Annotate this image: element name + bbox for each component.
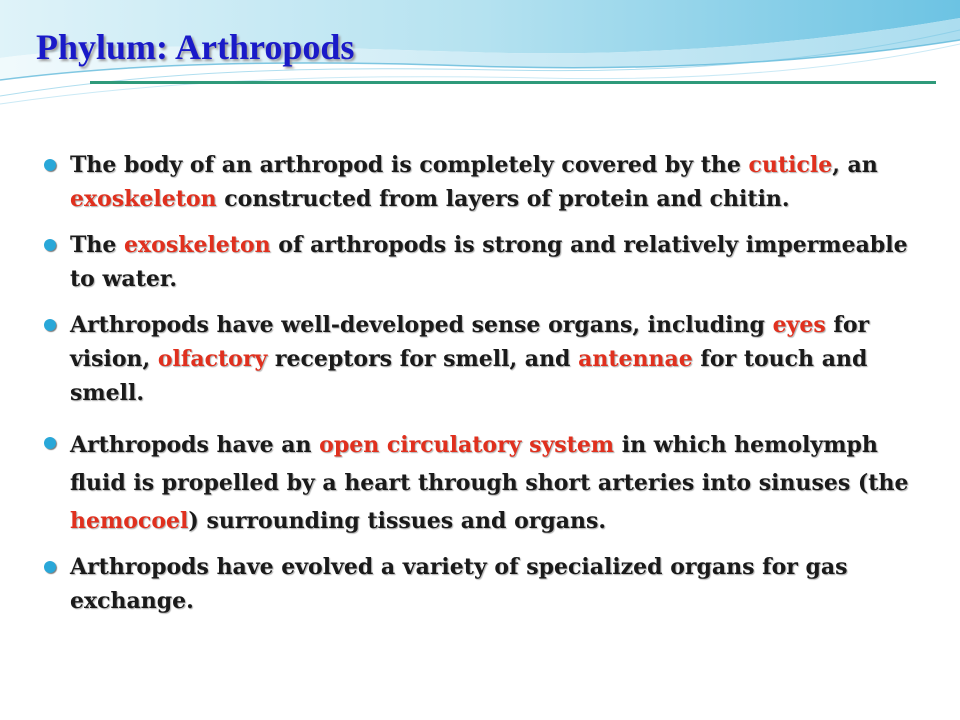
bullet-text: in which hemolymph fluid is propelled by a heart through short arteries into sinuses (the xyxy=(70,432,909,496)
bullet-dot-icon xyxy=(44,437,56,449)
bullet-dot-icon xyxy=(44,319,56,331)
highlighted-term: eyes xyxy=(772,312,826,338)
bullet-list xyxy=(44,148,924,618)
bullet-item xyxy=(44,550,924,618)
bullet-text: of arthropods is strong and relatively impermeable to water. xyxy=(70,232,908,292)
highlighted-term: cuticle xyxy=(748,152,833,178)
highlighted-term: hemocoel xyxy=(70,508,189,534)
bullet-text: Arthropods have well-developed sense organs, including xyxy=(70,312,773,338)
bullet-text: Arthropods have an xyxy=(70,432,320,458)
highlighted-term: exoskeleton xyxy=(70,186,217,212)
bullet-text: The body of an arthropod is completely covered by the xyxy=(70,152,749,178)
bullet-text: for vision, xyxy=(70,312,870,372)
title-underline xyxy=(90,81,936,84)
bullet-text: , an xyxy=(832,152,878,178)
bullet-dot-icon xyxy=(44,239,56,251)
bullet-dot-icon xyxy=(44,561,56,573)
bullet-text: for touch and smell. xyxy=(70,346,868,406)
highlighted-term: antennae xyxy=(578,346,693,372)
bullet-text: constructed from layers of protein and chitin. xyxy=(216,186,790,212)
bullet-text: receptors for smell, and xyxy=(267,346,579,372)
bullet-text: The xyxy=(70,232,125,258)
bullet-item xyxy=(44,228,924,296)
highlighted-term: open circulatory system xyxy=(319,432,615,458)
highlighted-term: olfactory xyxy=(157,346,268,372)
slide-title: Phylum: Arthropods xyxy=(36,27,355,67)
bullet-text: Arthropods have evolved a variety of specialized organs for gas exchange. xyxy=(70,554,848,614)
bullet-item xyxy=(44,308,924,410)
bullet-text: ) surrounding tissues and organs. xyxy=(188,508,607,534)
bullet-item xyxy=(44,426,924,540)
bullet-item xyxy=(44,148,924,216)
highlighted-term: exoskeleton xyxy=(124,232,271,258)
bullet-dot-icon xyxy=(44,159,56,171)
